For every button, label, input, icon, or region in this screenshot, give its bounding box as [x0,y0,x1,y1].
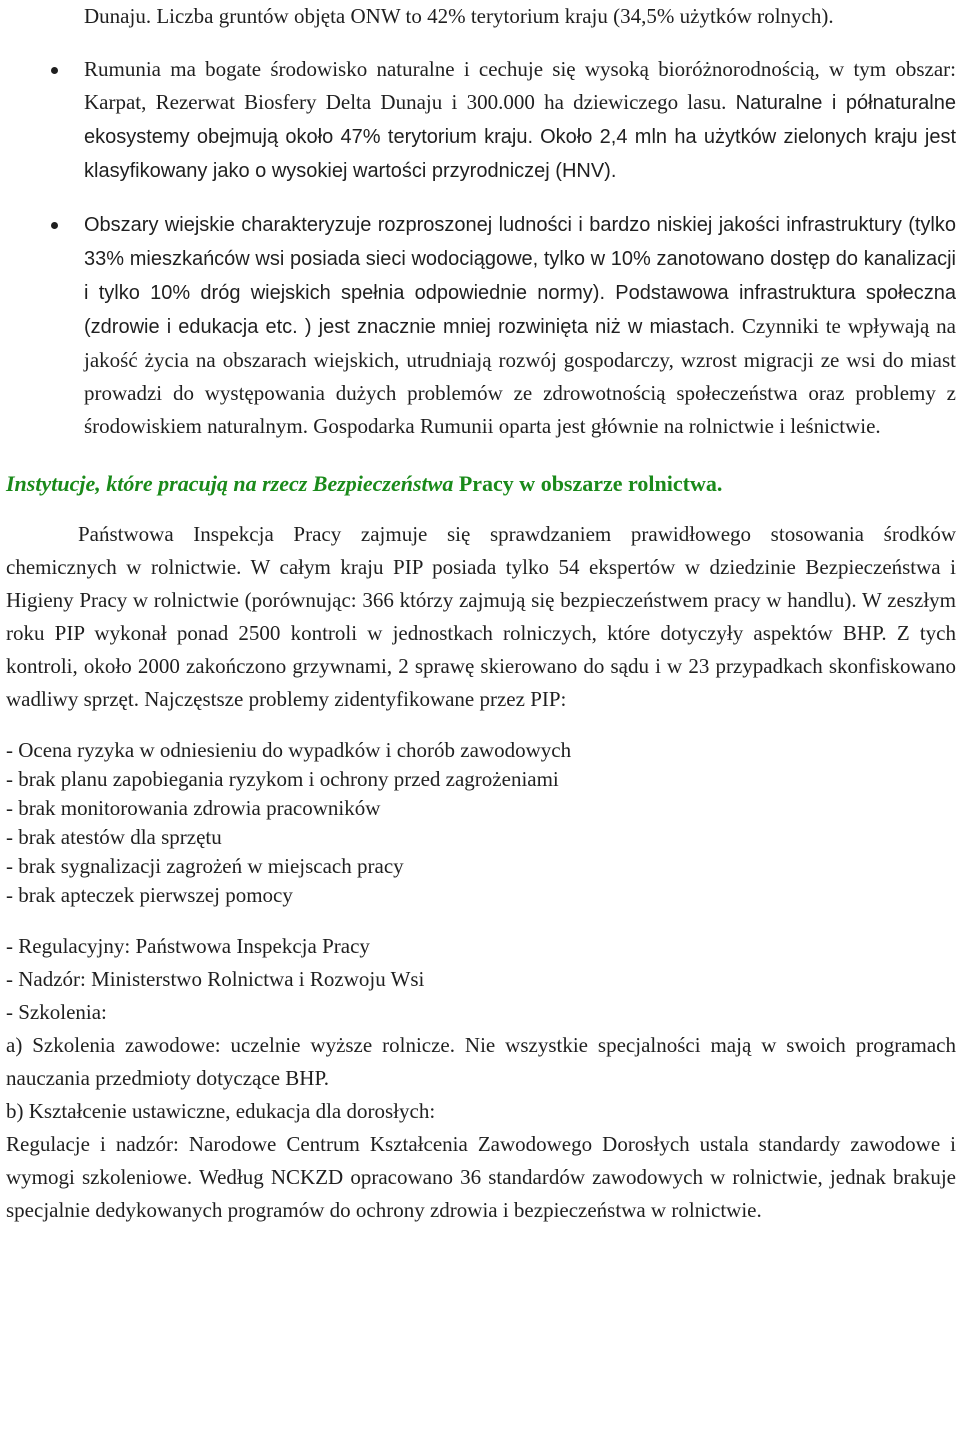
bullet2-part2: Czynniki te wpływają na jakość życia na obszarach wiejskich, utrudniają rozwój gospodarczy, wzrost migracji ze wsi do miast prowadzi do występowania dużych problemów ze zdrowotnością społeczeństwa oraz problemy z środowiskiem naturalnym. Gospodarka Rumunii oparta jest głównie na rolnictwie i leśnictwie. [84,314,956,438]
problem-item: - brak atestów dla sprzętu [6,825,222,849]
regulation-text: Regulacje i nadzór: Narodowe Centrum Kształcenia Zawodowego Dorosłych ustala standardy zawodowe i wymogi szkoleniowe. Według NCKZD opracowano 36 standardów zawodowych w rolnictwie, jednak brakuje specjalnie dedykowanych programów do ochrony zdrowia i bezpieczeństwa w rolnictwie. [6,1132,956,1222]
problem-item: - Ocena ryzyka w odniesieniu do wypadków i chorób zawodowych [6,738,572,762]
institution-supervision: - Nadzór: Ministerstwo Rolnictwa i Rozwoju Wsi [6,967,425,991]
problem-item: - brak apteczek pierwszej pomocy [6,883,293,907]
problem-item: - brak monitorowania zdrowia pracowników [6,796,381,820]
training-adult: b) Kształcenie ustawiczne, edukacja dla dorosłych: [6,1099,436,1123]
intro-text: Dunaju. Liczba gruntów objęta ONW to 42% terytorium kraju (34,5% użytków rolnych). [84,4,834,28]
institutions-list [6,930,956,1227]
bullet-environment [84,53,956,188]
intro-continuation [84,0,956,33]
bullet-list [0,53,960,443]
bullet-rural-areas [84,208,956,443]
problem-item: - brak planu zapobiegania ryzykom i ochrony przed zagrożeniami [6,767,559,791]
bullet1-part2: Naturalne i półnaturalne ekosystemy obejmują około 47% terytorium kraju. [84,92,956,148]
bullet2-part1: Obszary wiejskie charakteryzuje rozproszonej ludności i bardzo niskiej jakości infrastruktury (tylko 33% mieszkańców wsi posiada sieci wodociągowe, tylko w 10% zanotowano dostęp do kanalizacji i tylko 10% dróg wiejskich spełnia odpowiednie normy). Podstawowa infrastruktura społeczna (zdrowie i edukacja etc. ) jest znacznie mniej rozwinięta niż w miastach. [84,214,956,338]
bullet1-part3: Około 2,4 mln ha użytków zielonych kraju jest klasyfikowany jako o wysokiej wartości przyrodniczej (HNV). [84,126,957,182]
heading-italic: Instytucje, które pracują na rzecz Bezpieczeństwa [6,471,454,496]
pip-paragraph: Państwowa Inspekcja Pracy zajmuje się sprawdzaniem prawidłowego stosowania środków chemicznych w rolnictwie. W całym kraju PIP posiada tylko 54 ekspertów w dziedzinie Bezpieczeństwa i Higieny Pracy w rolnictwie (porównując: 366 którzy zajmują się bezpieczeństwem pracy w handlu). W zeszłym roku PIP wykonał ponad 2500 kontroli w jednostkach rolniczych, które dotyczyły aspektów BHP. Z tych kontroli, około 2000 zakończono grzywnami, 2 sprawę skierowano do sądu i w 23 przypadkach skonfiskowano wadliwy sprzęt. Najczęstsze problemy zidentyfikowane przez PIP: [6,522,956,711]
training-vocational: a) Szkolenia zawodowe: uczelnie wyższe rolnicze. Nie wszystkie specjalności mają w swoich programach nauczania przedmioty dotyczące BHP. [6,1033,956,1090]
problems-list [6,736,956,910]
bullet1-part1: Rumunia ma bogate środowisko naturalne i cechuje się wysoką bioróżnorodnością, w tym obszar: Karpat, Rezerwat Biosfery Delta Dunaju i 300.000 ha dziewiczego lasu. [84,57,956,114]
section-heading [6,467,960,500]
heading-normal: Pracy w obszarze rolnictwa. [458,471,723,496]
institution-training: - Szkolenia: [6,1000,107,1024]
institution-regulatory: - Regulacyjny: Państwowa Inspekcja Pracy [6,934,370,958]
problem-item: - brak sygnalizacji zagrożeń w miejscach pracy [6,854,404,878]
